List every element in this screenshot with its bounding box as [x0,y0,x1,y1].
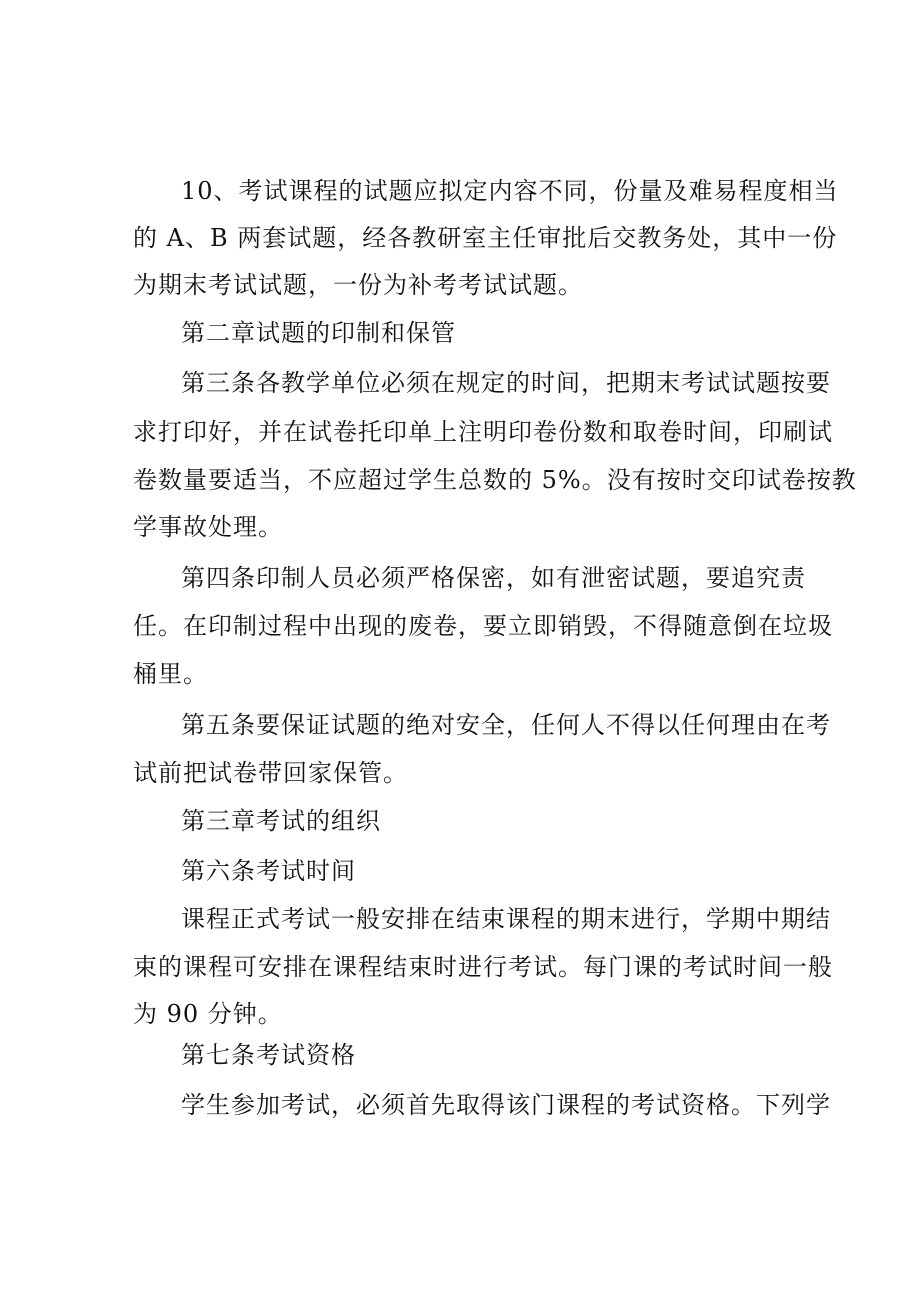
paragraph-line: 学生参加考试，必须首先取得该门课程的考试资格。下列学 [181,1091,831,1119]
paragraph-line: 学事故处理。 [133,513,283,541]
chapter-heading: 第二章试题的印制和保管 [181,319,456,347]
paragraph-line: 10、考试课程的试题应拟定内容不同，份量及难易程度相当 [181,177,839,205]
paragraph-line: 卷数量要适当，不应超过学生总数的 5%。没有按时交印试卷按教 [133,466,857,494]
paragraph-line: 为期末考试试题，一份为补考考试试题。 [133,271,583,299]
chapter-heading: 第三章考试的组织 [181,807,381,835]
paragraph-line: 为 90 分钟。 [133,1000,283,1028]
paragraph-line: 第五条要保证试题的绝对安全，任何人不得以任何理由在考 [181,711,831,739]
paragraph-line: 任。在印制过程中出现的废卷，要立即销毁，不得随意倒在垃圾 [133,612,833,640]
paragraph-line: 束的课程可安排在课程结束时进行考试。每门课的考试时间一般 [133,953,833,981]
paragraph-line: 课程正式考试一般安排在结束课程的期末进行，学期中期结 [181,905,831,933]
paragraph-line: 求打印好，并在试卷托印单上注明印卷份数和取卷时间，印刷试 [133,418,833,446]
article-heading: 第七条考试资格 [181,1041,356,1069]
paragraph-line: 的 A、B 两套试题，经各教研室主任审批后交教务处，其中一份 [133,224,838,252]
article-heading: 第六条考试时间 [181,857,356,885]
paragraph-line: 试前把试卷带回家保管。 [133,759,408,787]
paragraph-line: 桶里。 [133,660,208,688]
paragraph-line: 第四条印制人员必须严格保密，如有泄密试题，要追究责 [181,564,806,592]
paragraph-line: 第三条各教学单位必须在规定的时间，把期末考试试题按要 [181,369,831,397]
